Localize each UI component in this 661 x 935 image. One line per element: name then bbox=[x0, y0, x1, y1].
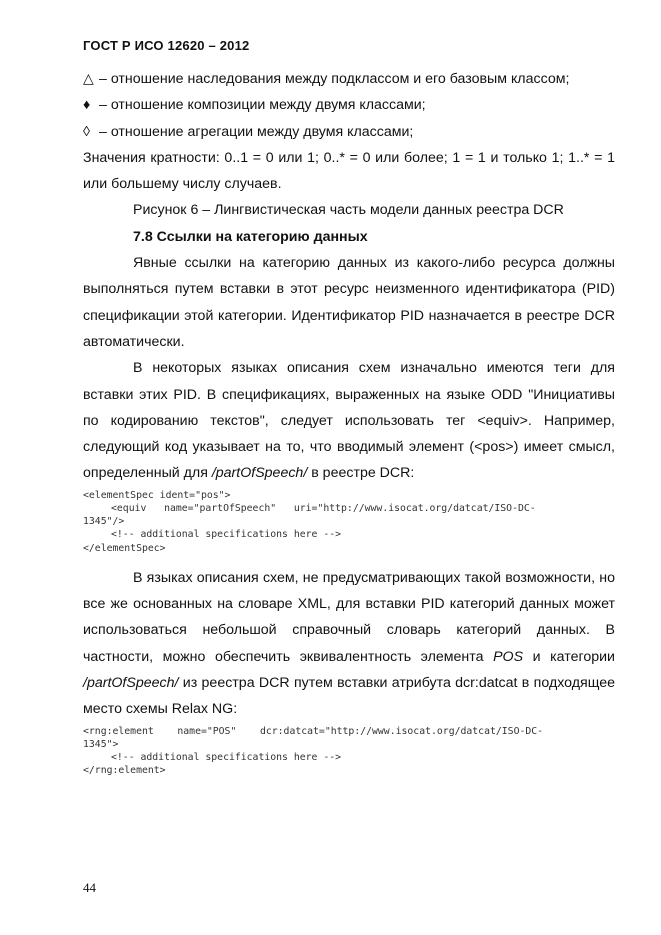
page-number: 44 bbox=[83, 880, 96, 895]
paragraph-1: Явные ссылки на категорию данных из какого-либо ресурса должны выполняться путем вставки в этот ресурс неизменного идентификатора (PID) спецификации этой категории. Идентификатор PID назначается в реестре DCR автоматически. bbox=[83, 255, 615, 350]
section-heading: 7.8 Ссылки на категорию данных bbox=[133, 228, 368, 245]
code-line: </rng:element> bbox=[83, 765, 166, 777]
legend-composition: ♦ – отношение композиции между двумя классами; bbox=[83, 92, 615, 118]
code-line: <elementSpec ident="pos"> bbox=[83, 489, 231, 501]
code-line: 1345"/> bbox=[83, 516, 125, 528]
filled-diamond-icon: ♦ bbox=[83, 97, 91, 114]
code-line: </elementSpec> bbox=[83, 542, 166, 554]
paragraph-2: В некоторых языках описания схем изначально имеются теги для вставки этих PID. В спецификациях, выраженных на языке ODD "Инициативы по кодированию текстов", следует использовать тег <equiv>. Например, следующий код указывает на то, что вводимый элемент (<pos>) имеет смысл, определенный для /partOfSpeech/ в реестре DCR: bbox=[83, 360, 615, 482]
paragraph-3: В языках описания схем, не предусматривающих такой возможности, но все же основанных на словаре XML, для вставки PID категорий данных может использоваться небольшой справочный словарь категорий данных. В частности, можно обеспечить эквивалентность элемента POS и категории /partOfSpeech/ из реестра DCR путем вставки атрибута dcr:datcat в подходящее место схемы Relax NG: bbox=[83, 569, 615, 718]
legend-multiplicity: Значения кратности: 0..1 = 0 или 1; 0..* = 0 или более; 1 = 1 и только 1; 1..* = 1 или большему числу случаев. bbox=[83, 149, 615, 193]
triangle-icon: △ bbox=[83, 71, 94, 87]
page-header: ГОСТ Р ИСО 12620 – 2012 bbox=[83, 38, 250, 53]
code-line: 1345"> bbox=[83, 738, 119, 750]
code-line: <!-- additional specifications here --> bbox=[111, 529, 342, 541]
code-line: <!-- additional specifications here --> bbox=[111, 751, 342, 763]
hollow-diamond-icon: ◊ bbox=[83, 123, 91, 140]
code-block-odd bbox=[83, 489, 615, 555]
code-block-relaxng bbox=[83, 725, 615, 778]
legend-aggregation: ◊ – отношение агрегации между двумя классами; bbox=[83, 119, 615, 145]
legend-inheritance: △ – отношение наследования между подклассом и его базовым классом; bbox=[83, 66, 615, 92]
code-line: <equiv name="partOfSpeech" uri="http://www.isocat.org/datcat/ISO-DC- bbox=[111, 502, 536, 514]
document-body bbox=[83, 66, 615, 787]
code-line: <rng:element name="POS" dcr:datcat="http://www.isocat.org/datcat/ISO-DC- bbox=[83, 725, 544, 737]
figure-caption: Рисунок 6 – Лингвистическая часть модели данных реестра DCR bbox=[133, 202, 564, 219]
